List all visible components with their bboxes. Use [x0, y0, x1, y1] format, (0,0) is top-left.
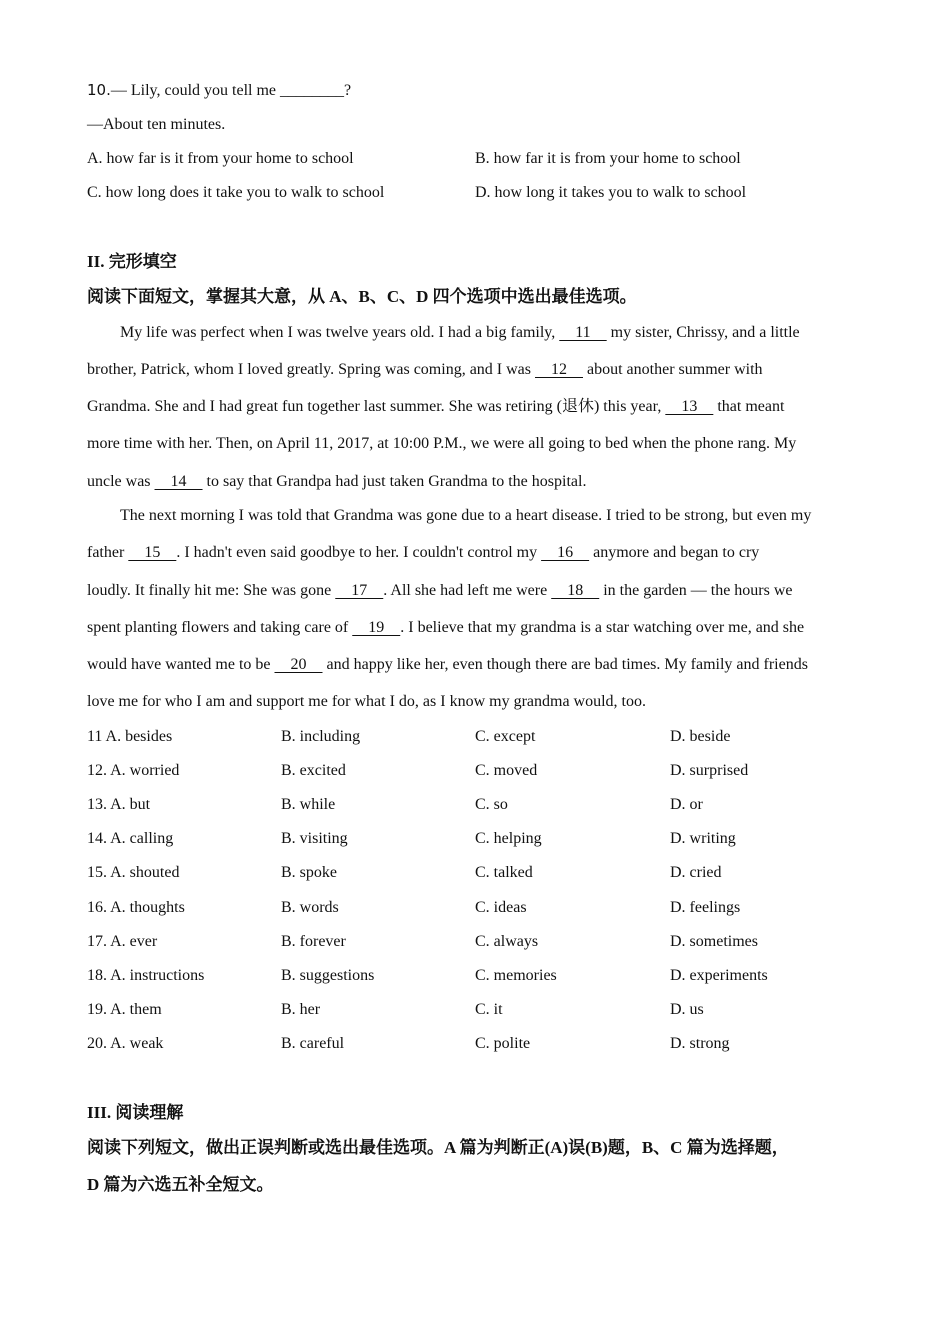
option-14-c[interactable]: C. helping: [475, 830, 542, 847]
option-14-a[interactable]: 14. A. calling: [87, 830, 174, 847]
text: would have wanted me to be: [87, 656, 275, 673]
option-11-a[interactable]: 11 A. besides: [87, 728, 173, 745]
option-15-d[interactable]: D. cried: [670, 864, 722, 881]
text: uncle was: [87, 473, 155, 490]
q10-prompt-text: — Lily, could you tell me ________?: [110, 82, 352, 99]
option-15-a[interactable]: 15. A. shouted: [87, 864, 180, 881]
section3-heading: III. 阅读理解: [87, 1103, 184, 1122]
option-17-a[interactable]: 17. A. ever: [87, 933, 158, 950]
blank-15[interactable]: 15: [128, 544, 177, 561]
text: love me for who I am and support me for what I do, as I know my grandma would, too.: [87, 693, 646, 710]
option-14-d[interactable]: D. writing: [670, 830, 736, 847]
option-18-c[interactable]: C. memories: [475, 967, 557, 984]
text: loudly. It finally hit me: She was gone: [87, 582, 336, 599]
option-14-b[interactable]: B. visiting: [281, 830, 348, 847]
q10-answer: —About ten minutes.: [87, 116, 226, 133]
option-18-d[interactable]: D. experiments: [670, 967, 768, 984]
text: My life was perfect when I was twelve years old. I had a big family,: [120, 324, 560, 341]
section3-instruction-line2: D 篇为六选五补全短文。: [87, 1175, 274, 1194]
text: my sister, Chrissy, and a little: [606, 324, 800, 341]
option-13-c[interactable]: C. so: [475, 796, 508, 813]
q10-option-b: B. how far it is from your home to school: [475, 150, 741, 167]
options-row-14: [87, 829, 887, 849]
option-12-a[interactable]: 12. A. worried: [87, 762, 180, 779]
blank-20[interactable]: 20: [274, 656, 323, 673]
text: more time with her. Then, on April 11, 2017, at 10:00 P.M., we were all going to bed when the phone rang. My: [87, 435, 797, 452]
option-11-d[interactable]: D. beside: [670, 728, 731, 745]
option-12-d[interactable]: D. surprised: [670, 762, 749, 779]
para1-line2: [87, 360, 763, 380]
option-19-a[interactable]: 19. A. them: [87, 1001, 162, 1018]
para1-line1: [120, 323, 800, 343]
text: The next morning I was told that Grandma was gone due to a heart disease. I tried to be strong, but even my: [120, 507, 812, 524]
option-20-d[interactable]: D. strong: [670, 1035, 730, 1052]
option-20-b[interactable]: B. careful: [281, 1035, 345, 1052]
text: and happy like her, even though there are bad times. My family and friends: [322, 656, 808, 673]
blank-17[interactable]: 17: [335, 582, 384, 599]
blank-16[interactable]: 16: [541, 544, 590, 561]
text: . All she had left me were: [383, 582, 552, 599]
q10-number: 10.: [87, 81, 111, 99]
q10-option-a: A. how far is it from your home to school: [87, 150, 354, 167]
text: father: [87, 544, 129, 561]
blank-13[interactable]: 13: [665, 398, 714, 415]
option-15-c[interactable]: C. talked: [475, 864, 533, 881]
text: about another summer with: [583, 361, 763, 378]
blank-19[interactable]: 19: [352, 619, 401, 636]
option-15-b[interactable]: B. spoke: [281, 864, 337, 881]
options-row-18: [87, 966, 887, 986]
option-16-c[interactable]: C. ideas: [475, 899, 527, 916]
option-13-d[interactable]: D. or: [670, 796, 703, 813]
option-19-c[interactable]: C. it: [475, 1001, 503, 1018]
option-18-b[interactable]: B. suggestions: [281, 967, 375, 984]
option-17-b[interactable]: B. forever: [281, 933, 346, 950]
para1-line4: [87, 434, 796, 454]
para2-line3: [87, 581, 793, 601]
text: brother, Patrick, whom I loved greatly. Spring was coming, and I was: [87, 361, 535, 378]
option-11-c[interactable]: C. except: [475, 728, 536, 745]
option-16-b[interactable]: B. words: [281, 899, 339, 916]
option-20-a[interactable]: 20. A. weak: [87, 1035, 164, 1052]
text: spent planting flowers and taking care of: [87, 619, 353, 636]
q10-prompt: [87, 80, 351, 101]
option-16-a[interactable]: 16. A. thoughts: [87, 899, 185, 916]
section3-instruction-line1: 阅读下列短文，做出正误判断或选出最佳选项。A 篇为判断正(A)误(B)题，B、C 篇为选择题，: [87, 1138, 789, 1157]
text: anymore and began to cry: [589, 544, 760, 561]
option-19-d[interactable]: D. us: [670, 1001, 704, 1018]
options-row-12: [87, 761, 887, 781]
option-13-b[interactable]: B. while: [281, 796, 336, 813]
option-16-d[interactable]: D. feelings: [670, 899, 741, 916]
para1-line3: [87, 397, 784, 417]
option-18-a[interactable]: 18. A. instructions: [87, 967, 205, 984]
option-13-a[interactable]: 13. A. but: [87, 796, 151, 813]
text: that meant: [713, 398, 785, 415]
blank-14[interactable]: 14: [154, 473, 203, 490]
option-20-c[interactable]: C. polite: [475, 1035, 531, 1052]
option-11-b[interactable]: B. including: [281, 728, 361, 745]
q10-option-c: C. how long does it take you to walk to school: [87, 184, 385, 201]
para2-line5: [87, 655, 808, 675]
option-12-b[interactable]: B. excited: [281, 762, 346, 779]
text: . I believe that my grandma is a star watching over me, and she: [400, 619, 805, 636]
para2-line4: [87, 618, 804, 638]
options-row-20: [87, 1034, 887, 1054]
para2-line2: [87, 543, 759, 563]
option-12-c[interactable]: C. moved: [475, 762, 538, 779]
para1-line5: [87, 472, 586, 492]
options-row-13: [87, 795, 887, 815]
options-row-16: [87, 898, 887, 918]
para2-line1: [120, 506, 811, 526]
option-19-b[interactable]: B. her: [281, 1001, 321, 1018]
blank-12[interactable]: 12: [535, 361, 583, 378]
option-17-d[interactable]: D. sometimes: [670, 933, 758, 950]
options-row-19: [87, 1000, 887, 1020]
option-17-c[interactable]: C. always: [475, 933, 539, 950]
options-row-11: [87, 727, 887, 747]
options-row-15: [87, 863, 887, 883]
blank-11[interactable]: 11: [559, 324, 607, 341]
text: in the garden — the hours we: [599, 582, 793, 599]
section2-heading: II. 完形填空: [87, 252, 177, 271]
text: Grandma. She and I had great fun together last summer. She was retiring (退休) this year,: [87, 398, 666, 415]
q10-option-d: D. how long it takes you to walk to school: [475, 184, 747, 201]
text: to say that Grandpa had just taken Grandma to the hospital.: [202, 473, 587, 490]
para2-line6: [87, 692, 646, 712]
blank-18[interactable]: 18: [551, 582, 600, 599]
section2-instruction: 阅读下面短文，掌握其大意，从 A、B、C、D 四个选项中选出最佳选项。: [87, 287, 637, 306]
text: . I hadn't even said goodbye to her. I couldn't control my: [176, 544, 542, 561]
options-row-17: [87, 932, 887, 952]
